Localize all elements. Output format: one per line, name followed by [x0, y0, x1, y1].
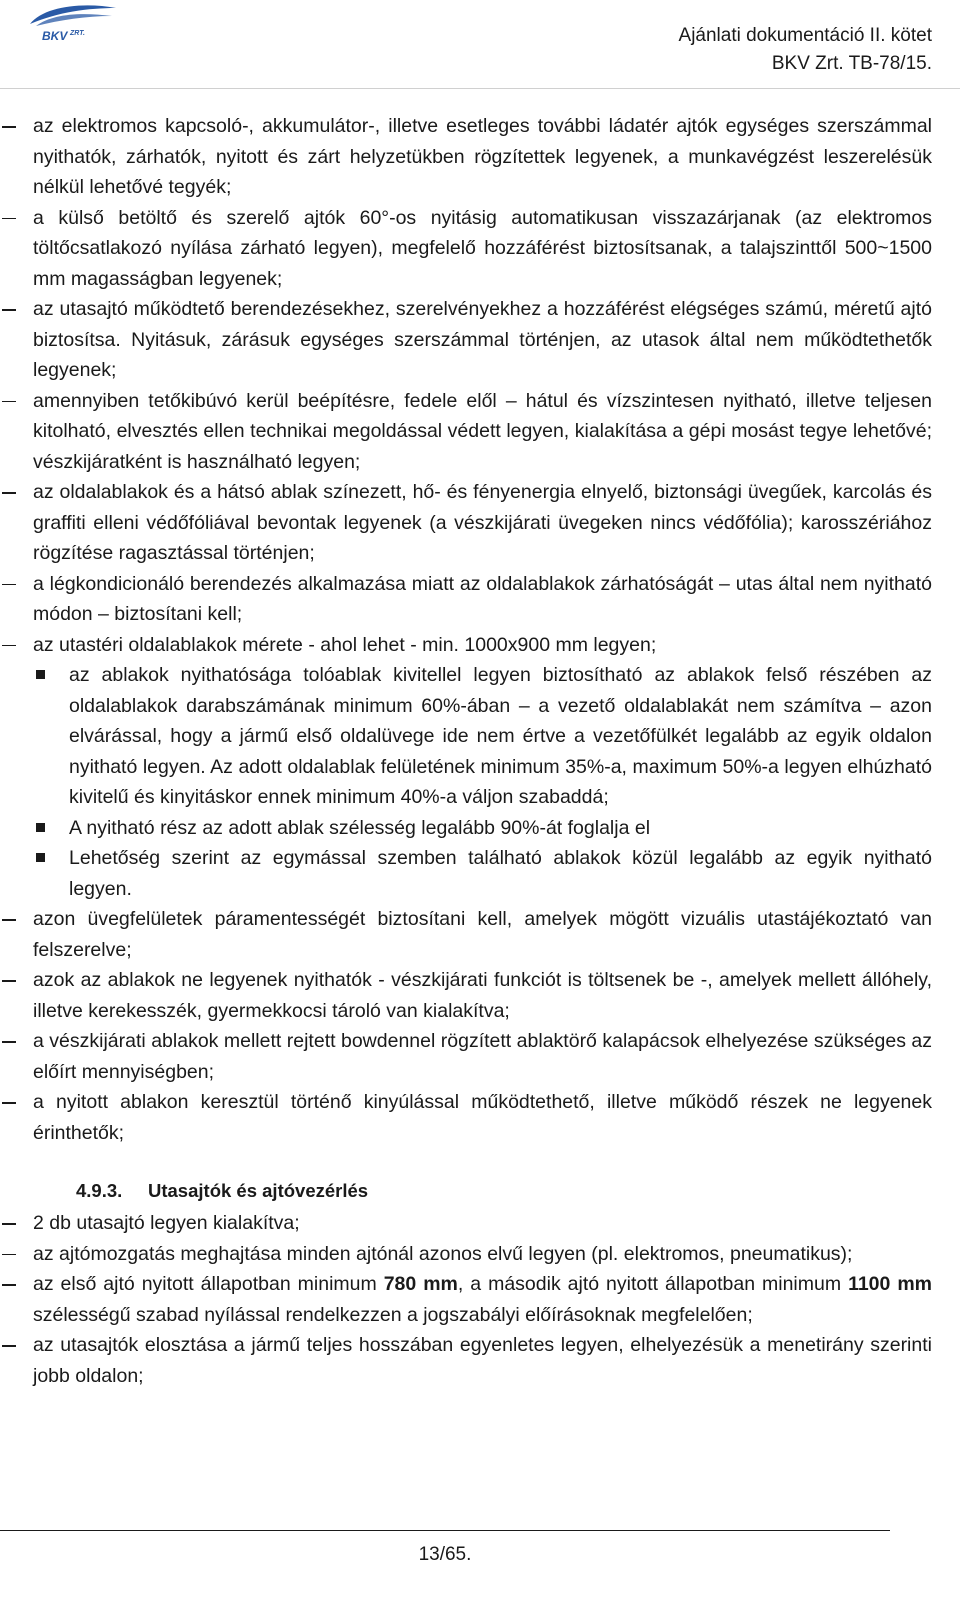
- section-number: 4.9.3.: [76, 1180, 123, 1201]
- bkv-logo: [22, 2, 122, 46]
- door-width-second: 1100 mm: [848, 1273, 933, 1295]
- list-item: az ajtómozgatás meghajtása minden ajtónál azonos elvű legyen (pl. elektromos, pneumatikus);: [0, 1239, 960, 1270]
- dash-bullet: [2, 1284, 16, 1286]
- document-header-info: [679, 22, 932, 78]
- list-item: amennyiben tetőkibúvó kerül beépítésre, fedele elől – hátul és vízszintesen nyitható, illetve teljesen kitolható, elvesztés ellen technikai megoldással védett legyen, kialakítása a gépi mosást tegye lehetővé; vészkijáratként is használható legyen;: [0, 386, 960, 478]
- dash-bullet: [2, 126, 16, 128]
- door-width-first: 780 mm: [383, 1273, 458, 1295]
- list-item: az első ajtó nyitott állapotban minimum 780 mm, a második ajtó nyitott állapotban minimum 1100 mm szélességű szabad nyílással rendelkezzen a jogszabályi előírásoknak megfelelően;: [0, 1269, 960, 1330]
- svg-text:ZRT.: ZRT.: [70, 30, 85, 37]
- list-item: a légkondicionáló berendezés alkalmazása miatt az oldalablakok zárhatóságát – utas által nem nyitható módon – biztosítani kell;: [0, 569, 960, 630]
- dash-bullet: [2, 1041, 16, 1043]
- dash-bullet: [2, 1223, 16, 1225]
- dash-bullet: [2, 218, 16, 220]
- section-heading: [0, 1176, 960, 1206]
- list-item: az utasajtó működtető berendezésekhez, szerelvényekhez a hozzáférést elégséges számú, méretű ajtó biztosítsa. Nyitásuk, zárásuk egységes szerszámmal történjen, az utasok által nem működtethetők legyenek;: [0, 294, 960, 386]
- bkv-logo-icon: [22, 2, 122, 46]
- sub-list-item: Lehetőség szerint az egymással szemben található ablakok közül legalább az egyik nyitható legyen.: [0, 843, 960, 904]
- square-bullet: [36, 853, 45, 862]
- dash-bullet: [2, 1102, 16, 1104]
- section-title: Utasajtók és ajtóvezérlés: [148, 1180, 369, 1201]
- header-divider: [0, 88, 960, 89]
- list-item: az utastéri oldalablakok mérete - ahol lehet - min. 1000x900 mm legyen;: [0, 630, 960, 661]
- dash-bullet: [2, 1345, 16, 1347]
- list-item: a külső betöltő és szerelő ajtók 60°-os nyitásig automatikusan visszazárjanak (az elektromos töltőcsatlakozó nyílása zárható legyen), megfelelő hozzáférést biztosítsanak, a talajszinttől 500~1500 mm magasságban legyenek;: [0, 203, 960, 295]
- dash-bullet: [2, 1254, 16, 1256]
- square-bullet: [36, 670, 45, 679]
- dash-bullet: [2, 919, 16, 921]
- dash-bullet: [2, 401, 16, 403]
- list-item: azon üvegfelületek páramentességét biztosítani kell, amelyek mögött vizuális utastájékoztató van felszerelve;: [0, 904, 960, 965]
- document-title: Ajánlati dokumentáció II. kötet: [678, 25, 932, 46]
- dash-bullet: [2, 584, 16, 586]
- dash-bullet: [2, 980, 16, 982]
- sub-list-item: A nyitható rész az adott ablak szélesség legalább 90%-át foglalja el: [0, 813, 960, 844]
- page-number: 13/65.: [418, 1544, 472, 1565]
- dash-bullet: [2, 492, 16, 494]
- dash-bullet: [2, 309, 16, 311]
- sub-list-item: az ablakok nyithatósága tolóablak kivitellel legyen biztosítható az ablakok felső részében az oldalablakok darabszámának minimum 60%-ában – a vezető oldalablakát nem számítva – azon elvárással, hogy a jármű első oldalüvege ide nem értve a vezetőfülkét legalább az egyik oldalon nyitható legyen. Az adott oldalablak felületének minimum 35%-a, maximum 50%-a legyen elhúzható kivitelű és kinyitáskor ennek minimum 40%-a váljon szabaddá;: [0, 660, 960, 813]
- document-code: BKV Zrt. TB-78/15.: [771, 53, 932, 74]
- list-item: azok az ablakok ne legyenek nyithatók - vészkijárati funkciót is töltsenek be -, amelyek mellett állóhely, illetve kerekesszék, gyermekkocsi tároló van kialakítva;: [0, 965, 960, 1026]
- dash-bullet: [2, 645, 16, 647]
- list-item: az elektromos kapcsoló-, akkumulátor-, illetve esetleges további ládatér ajtók egységes szerszámmal nyithatók, zárhatók, nyitott és zárt helyzetükben rögzítettek legyenek, a munkavégzést leszerelésük nélkül lehetővé tegyék;: [0, 111, 960, 203]
- svg-text:BKV: BKV: [42, 29, 68, 43]
- list-item: az oldalablakok és a hátsó ablak színezett, hő- és fényenergia elnyelő, biztonsági üvegűek, karcolás és graffiti elleni védőfóliával bevontak legyenek (a vészkijárati üvegeken nincs védőfólia); karosszériához rögzítése ragasztással történjen;: [0, 477, 960, 569]
- footer-divider: [0, 1530, 890, 1531]
- list-item: az utasajtók elosztása a jármű teljes hosszában egyenletes legyen, elhelyezésük a menetirány szerinti jobb oldalon;: [0, 1330, 960, 1391]
- document-body: [0, 111, 960, 1391]
- list-item: a vészkijárati ablakok mellett rejtett bowdennel rögzített ablaktörő kalapácsok elhelyezése szükséges az előírt mennyiségben;: [0, 1026, 960, 1087]
- square-bullet: [36, 823, 45, 832]
- list-item: 2 db utasajtó legyen kialakítva;: [0, 1208, 960, 1239]
- list-item: a nyitott ablakon keresztül történő kinyúlással működtethető, illetve működő részek ne legyenek érinthetők;: [0, 1087, 960, 1148]
